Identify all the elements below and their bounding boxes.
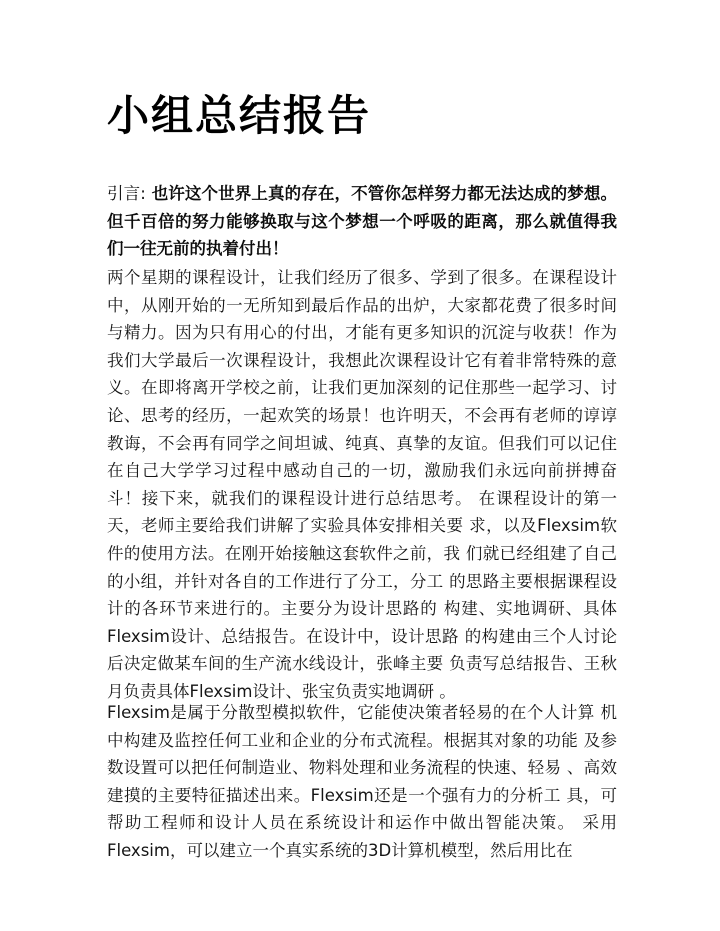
body-paragraph: 两个星期的课程设计，让我们经历了很多、学到了很多。在课程设计中，从刚开始的一无所知到最后作品的出炉，大家都花费了很多时间与精力。因为只有用心的付出，才能有更多知识的沉淀与收获！作为我们大学最后一次课程设计，我想此次课程设计它有着非常特殊的意义。在即将离开学校之前，让我们更加深刻的记住那些一起学习、讨论、思考的经历，一起欢笑的场景！也许明天，不会再有老师的谆谆教诲，不会再有同学之间坦诚、纯真、真挚的友谊。但我们可以记住在自己大学学习过程中感动自己的一切，激励我们永远向前拼搏奋斗！接下来，就我们的课程设计进行总结思考。 在课程设计的第一天，老师主要给我们讲解了实验具体安排相关要 求，以及Flexsim软件的使用方法。在刚开始接触这套软件之前，我 们就已经组建了自己的小组，并针对各自的工作进行了分工，分工 的思路主要根据课程设计的各环节来进行的。主要分为设计思路的 构建、实地调研、具体Flexsim设计、总结报告。在设计中，设计思路 的构建由三个人讨论后决定做某车间的生产流水线设计，张峰主要 负责写总结报告、王秋月负责具体Flexsim设计、张宝负责实地调研 。 bbox=[107, 268, 617, 701]
document-title: 小组总结报告 bbox=[107, 91, 372, 140]
body-paragraph: Flexsim是属于分散型模拟软件，它能使决策者轻易的在个人计算 机中构建及监控任何工业和企业的分布式流程。根据其对象的功能 及参数设置可以把任何制造业、物料处理和业务流程的快速、轻易 、高效建摸的主要特征描述出来。Flexsim还是一个强有力的分析工 具，可帮助工程师和设计人员在系统设计和运作中做出智能决策。 采用Flexsim，可以建立一个真实系统的3D计算机模型，然后用比在 bbox=[107, 703, 617, 860]
intro-paragraph bbox=[107, 180, 617, 263]
intro-text: 也许这个世界上真的存在，不管你怎样努力都无法达成的梦想。但千百倍的努力能够换取与这个梦想一个呼吸的距离，那么就值得我们一往无前的执着付出！ bbox=[107, 184, 618, 259]
intro-label: 引言: bbox=[107, 184, 146, 203]
